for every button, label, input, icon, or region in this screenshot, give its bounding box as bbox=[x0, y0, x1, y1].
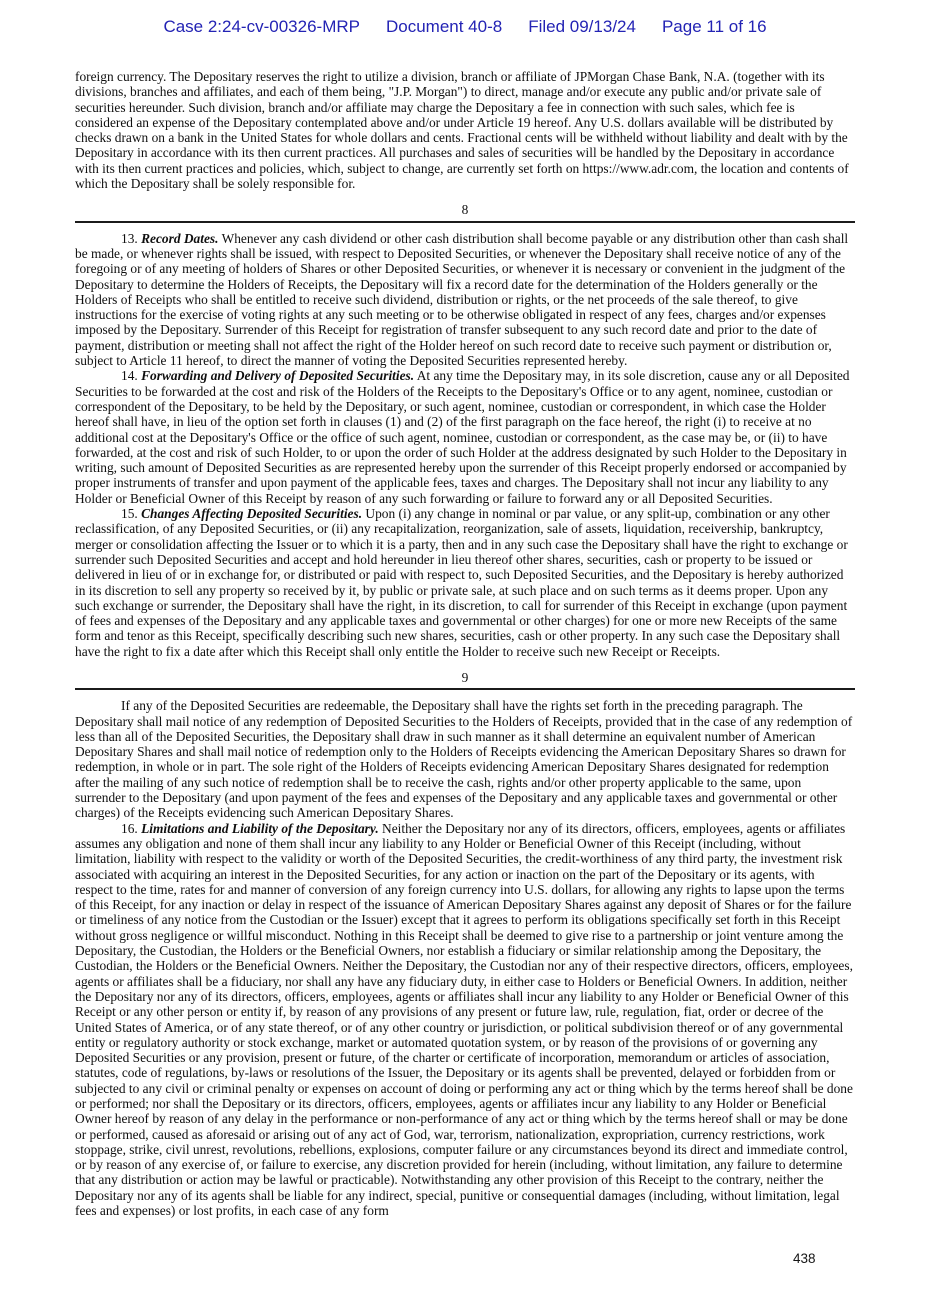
section-body: Whenever any cash dividend or other cash distribution shall become payable or any distribution other than cash shall be made, or whenever rights shall be issued, with respect to Deposited Securities, or whenever the Depositary shall receive notice of any of the foregoing or of any meeting of holders of Shares or other Deposited Securities, or whenever it is necessary or convenient in the judgment of the Depositary to determine the Holders of Receipts, the Depositary will fix a record date for the determination of the Holders generally or the Holders of Receipts who shall be entitled to receive such dividend, distribution or rights, or the net proceeds of the sale thereof, to give instructions for the exercise of voting rights at any such meeting or to be otherwise obligated in respect of any fees, charges and/or expenses imposed by the Depositary. Surrender of this Receipt for registration of transfer subsequent to any such record date and prior to the date of payment, distribution or meeting shall not affect the right of the Holder hereof on such record date to receive such payment or distribution or, subject to Article 11 hereof, to direct the manner of voting the Deposited Securities represented hereby. bbox=[75, 230, 849, 369]
filed-date: Filed 09/13/24 bbox=[528, 17, 636, 36]
section-title: Changes Affecting Deposited Securities. bbox=[141, 506, 363, 522]
section-number: 16. bbox=[121, 820, 138, 836]
case-header bbox=[0, 17, 930, 37]
section-title: Record Dates. bbox=[141, 230, 219, 246]
section-title: Limitations and Liability of the Depositary. bbox=[141, 820, 379, 836]
page-divider-line-9 bbox=[75, 688, 855, 690]
section-number: 15. bbox=[121, 506, 138, 522]
page-count: Page 11 of 16 bbox=[661, 17, 767, 36]
page-number-8: 8 bbox=[461, 202, 469, 218]
page-divider-line-8 bbox=[75, 221, 855, 223]
section-body: Neither the Depositary nor any of its directors, officers, employees, agents or affiliates assumes any obligation and none of them shall incur any liability to any Holder or Beneficial Owner of this Receipt (including, without limitation, liability with respect to the validity or worth of the Deposited Securities, the credit-worthiness of any third party, the investment risk associated with acquiring an interest in the Deposited Securities, for any action or inaction on the part of the Depositary or its agents, with respect to the time, rates for and manner of conversion of any foreign currency into U.S. dollars, for allowing any rights to lapse upon the terms of this Receipt, for any inaction or delay in respect of the issuance of American Depositary Shares against any deposit of Shares or for the failure or timeliness of any notice from the Custodian or the Issuer) except that it agrees to perform its obligations specifically set forth in this Receipt without gross negligence or willful misconduct. Nothing in this Receipt shall be deemed to give rise to a partnership or joint venture among the Depositary, the Custodian, the Holders or the Beneficial Owners, nor establish a fiduciary or similar relationship among the Depositary, the Custodian, the Holders or the Beneficial Owners. Neither the Depositary, the Custodian nor any of their respective directors, officers, employees, agents or affiliates shall be a fiduciary, nor shall any have any fiduciary duty, in either case to Holders or Beneficial Owners. In addition, neither the Depositary nor any of its directors, officers, employees, agents or affiliates shall incur any liability to any Holder or Beneficial Owner of this Receipt or any other person or entity if, by reason of any provisions of any present or future law, rule, regulation, fiat, order or decree of the United States of America, or of any state thereof, or of any other country or jurisdiction, or political subdivision thereof or of any governmental entity or regulatory authority or stock exchange, market or automated quotation system, or by reason of the provisions of or governing any Deposited Securities or any provision, present or future, of the charter or certificate of incorporation, memorandum or articles of association, statutes, code of regulations, by-laws or resolutions of the Issuer, the Depositary or its agents shall be prevented, delayed or forbidden from or subjected to any civil or criminal penalty or expenses on account of doing or performing any act or thing which by the terms hereof shall be done or performed; nor shall the Depositary or its directors, officers, employees, agents or affiliates incur any liability to any Holder or Beneficial Owner hereof by reason of any delay in the performance or non-performance of any act or thing which by the terms hereof shall or may be done or performed, caused as aforesaid or arising out of any act of God, war, terrorism, nationalization, expropriation, currency restrictions, work stoppage, strike, civil unrest, revolutions, rebellions, explosions, computer failure or any circumstances beyond its direct and immediate control, or by reason of any exercise of, or failure to exercise, any discretion provided for herein (including, without limitation, any failure to determine that any distribution or action may be lawful or practicable). Notwithstanding any other provision of this Receipt to the contrary, neither the Depositary nor any of its agents shall be liable for any indirect, special, punitive or consequential damages (including, without limitation, legal fees and expenses) or lost profits, in each case of any form bbox=[75, 820, 853, 1219]
section-title: Forwarding and Delivery of Deposited Securities. bbox=[141, 368, 415, 384]
section-body: At any time the Depositary may, in its sole discretion, cause any or all Deposited Securities to be forwarded at the cost and risk of the Holders of the Receipts to the Depositary's Office or to any agent, nominee, custodian or correspondent of the Depositary, to be held by the Depositary, or such agent, nominee, custodian or correspondent, in which case the Holder hereof shall have, in lieu of the option set forth in clauses (1) and (2) of the first paragraph on the face hereof, the right (i) to receive at no additional cost at the Depositary's Office or the office of such agent, nominee, custodian or correspondent, as the case may be, or (ii) to have forwarded, at the cost and risk of such Holder, to or upon the order of such Holder at the address designated by such Holder to the Depositary in writing, such amount of Deposited Securities as are represented hereby upon the surrender of this Receipt properly endorsed or accompanied by proper instruments of transfer and upon payment of the applicable fees, taxes and charges. The Depositary shall not incur any liability to any Holder or Beneficial Owner of this Receipt by reason of any such forwarding or failure to forward any or all Deposited Securities. bbox=[75, 368, 850, 506]
document-body bbox=[75, 69, 855, 1218]
section-13-record-dates bbox=[75, 231, 855, 369]
section-number: 14. bbox=[121, 368, 138, 384]
redeemable-paragraph: If any of the Deposited Securities are redeemable, the Depositary shall have the rights set forth in the preceding paragraph. The Depositary shall mail notice of any redemption of Deposited Securities to the Holders of Receipts, provided that in the case of any redemption of less than all of the Deposited Securities, the Depositary shall draw in such manner as it shall determine an equivalent number of American Depositary Shares and shall mail notice of redemption only to the Holders of Receipts evidencing the American Depositary Shares so drawn for redemption, in whole or in part. The sole right of the Holders of Receipts evidencing American Depositary Shares designated for redemption after the mailing of any such notice of redemption shall be to receive the cash, rights and/or other property applicable to the same, upon surrender to the Depositary (and upon payment of the fees and expenses of the Depositary and any applicable taxes and governmental or other charges) of the Receipts evidencing such American Depositary Shares. bbox=[75, 698, 853, 821]
section-15-changes-affecting bbox=[75, 506, 855, 659]
continuation-paragraph: foreign currency. The Depositary reserves the right to utilize a division, branch or affiliate of JPMorgan Chase Bank, N.A. (together with its divisions, branches and affiliates, and each of them being, "J.P. Morgan") to direct, manage and/or execute any public and/or private sale of securities hereunder. Such division, branch and/or affiliate may charge the Depositary a fee in connection with such sales, which fee is considered an expense of the Depositary contemplated above and/or under Article 19 hereof. Any U.S. dollars available will be distributed by checks drawn on a bank in the United States for whole dollars and cents. Fractional cents will be withheld without liability and dealt with by the Depositary in accordance with its then current practices. All purchases and sales of securities will be handled by the Depositary in accordance with its then current practices and policies, which, subject to change, are currently set forth on https://www.adr.com, the location and contents of which the Depositary shall be solely responsible for. bbox=[75, 69, 849, 192]
document-number: Document 40-8 bbox=[385, 17, 503, 36]
section-14-forwarding-delivery bbox=[75, 368, 855, 506]
section-number: 13. bbox=[121, 230, 138, 246]
case-number: Case 2:24-cv-00326-MRP bbox=[163, 17, 360, 36]
page-number-9: 9 bbox=[461, 669, 469, 685]
section-body: Upon (i) any change in nominal or par value, or any split-up, combination or any other reclassification, of any Deposited Securities, or (ii) any recapitalization, reorganization, sale of assets, liquidation, receivership, bankruptcy, merger or consolidation affecting the Issuer or to which it is a party, then and in any such case the Depositary shall have the right to exchange or surrender such Deposited Securities and accept and hold hereunder in lieu thereof other shares, securities, cash or property to be issued or delivered in lieu of or in exchange for, or distributed or paid with respect to, such Deposited Securities, and the Depositary is hereby authorized in its discretion to sell any property so received by it, by public or private sale, at such place and on such terms as it deems proper. Upon any such exchange or surrender, the Depositary shall have the right, in its discretion, to call for surrender of this Receipt in exchange (upon payment of fees and expenses of the Depositary and any applicable taxes and governmental or other charges) for one or more new Receipts of the same form and tenor as this Receipt, specifically describing such new shares, securities, cash or other property. In any such case the Depositary shall have the right to fix a date after which this Receipt shall only entitle the Holder to receive such new Receipt or Receipts. bbox=[75, 506, 848, 659]
footer-page-number: 438 bbox=[793, 1251, 816, 1266]
section-16-limitations-liability bbox=[75, 821, 855, 1219]
